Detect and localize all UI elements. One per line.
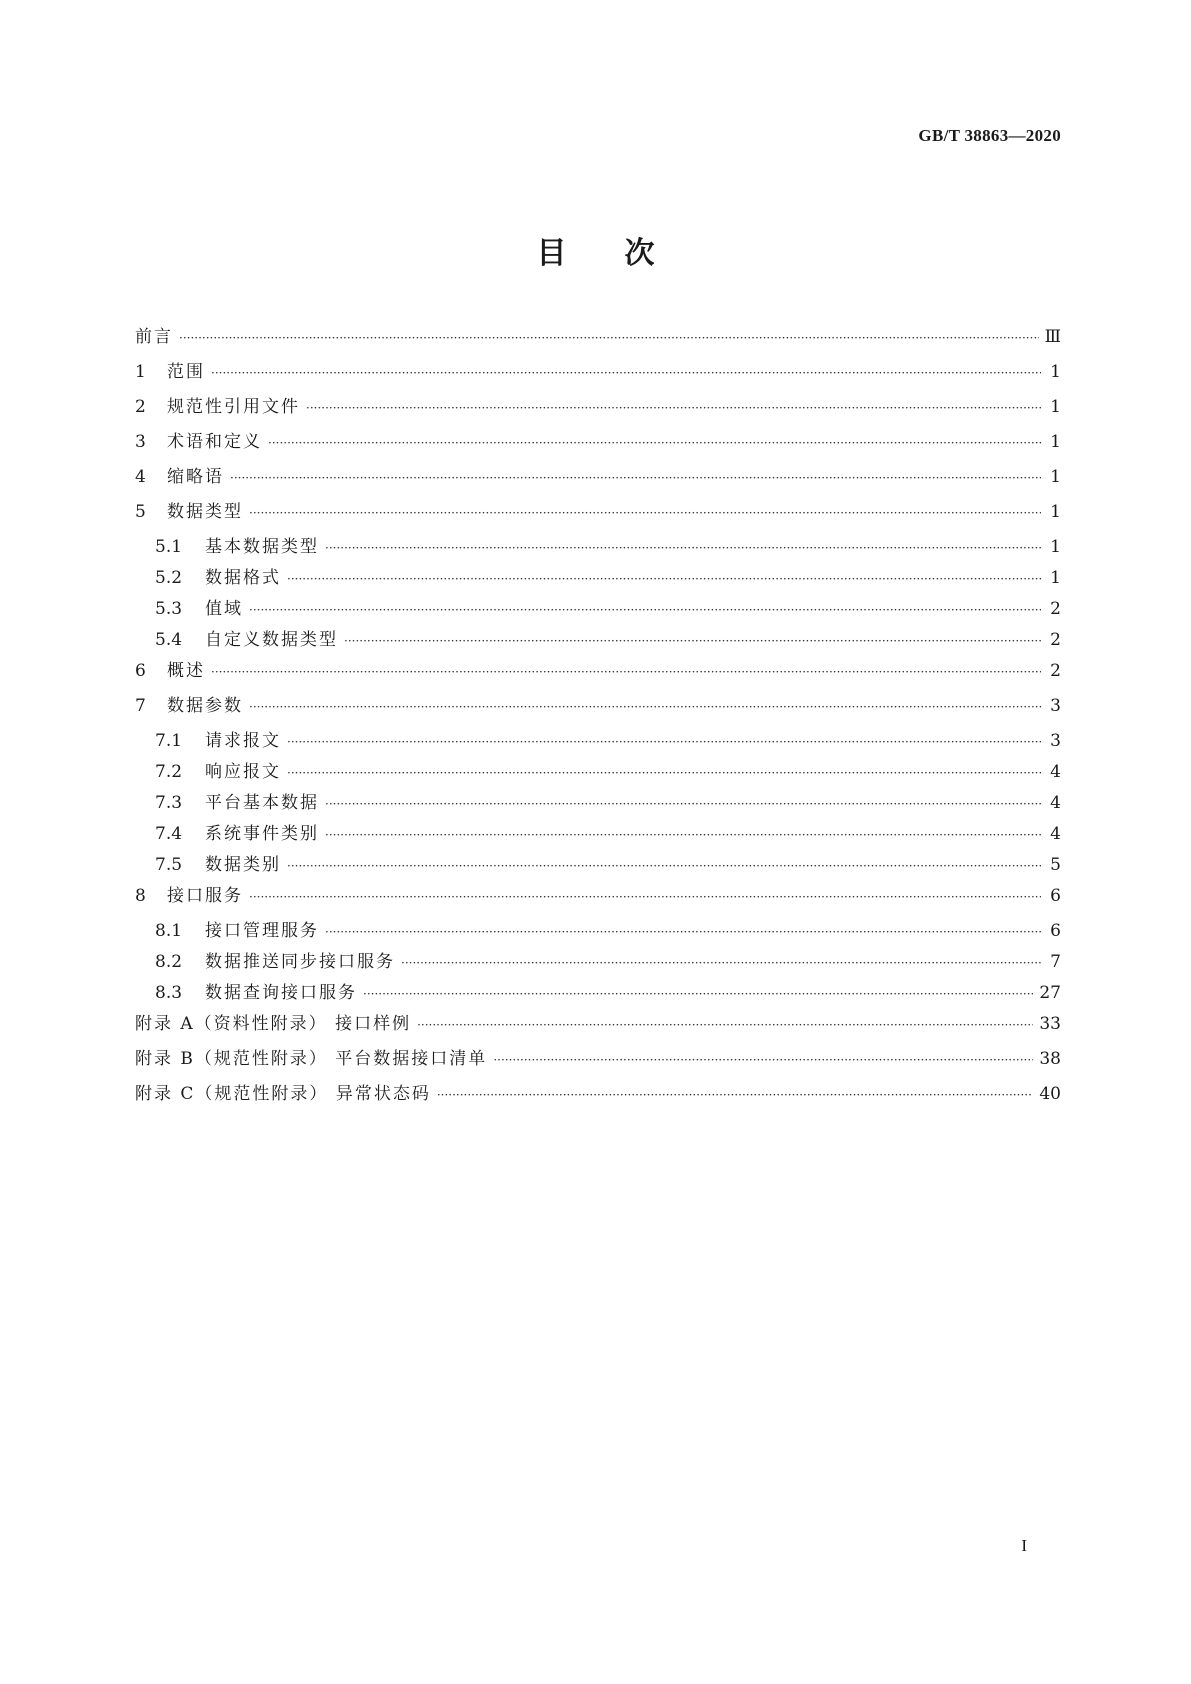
toc-label: 附录 B（规范性附录） 平台数据接口清单 [135,1049,488,1069]
title-char-2: 次 [624,236,655,271]
toc-leader [268,436,1041,450]
toc-page: 4 [1050,793,1061,813]
toc-number: 2 [135,397,146,417]
toc-leader [363,987,1033,1001]
toc-entry-appendix-b[interactable] [135,1044,1061,1079]
toc-entry-8-2[interactable] [135,947,1061,978]
toc-leader [493,1053,1033,1067]
toc-number: 8.2 [155,952,183,972]
toc-entry-2[interactable] [135,392,1061,427]
toc-label: 数据类型 [167,502,243,522]
toc-number: 5 [135,502,146,522]
toc-label: 附录 C（规范性附录） 异常状态码 [135,1084,431,1104]
toc-entry-7-3[interactable] [135,788,1061,819]
toc-label: 自定义数据类型 [205,630,338,650]
toc-entry-5-3[interactable] [135,594,1061,625]
toc-label: 系统事件类别 [205,824,319,844]
toc-number: 6 [135,661,146,681]
title-char-1: 目 [536,236,567,271]
toc-leader [437,1088,1034,1102]
toc-number: 5.4 [155,630,183,650]
toc-page: 4 [1050,824,1061,844]
toc-page: 2 [1050,630,1061,650]
toc-leader [211,665,1041,679]
toc-label: 平台基本数据 [205,793,319,813]
toc-leader [230,471,1041,485]
toc-label: 概述 [167,661,205,681]
toc-leader [179,331,1039,345]
toc-entry-4[interactable] [135,462,1061,497]
toc-number: 7.5 [155,855,183,875]
toc-number: 4 [135,467,146,487]
toc-label: 请求报文 [205,731,281,751]
toc-page: 1 [1050,502,1061,522]
toc-label: 数据类别 [205,855,281,875]
toc-leader [287,735,1041,749]
toc-number: 8.3 [155,983,183,1003]
page-number: I [1021,1536,1027,1555]
toc-leader [249,700,1041,714]
toc-label: 范围 [167,362,205,382]
toc-leader [249,890,1041,904]
toc-entry-7-4[interactable] [135,819,1061,850]
toc-label: 基本数据类型 [205,537,319,557]
toc-number: 1 [135,362,146,382]
toc-label: 值域 [205,599,243,619]
toc-label: 规范性引用文件 [167,397,300,417]
toc-label: 前言 [135,327,173,347]
toc-entry-6[interactable] [135,656,1061,691]
toc-number: 7.4 [155,824,183,844]
toc-entry-7-5[interactable] [135,850,1061,881]
toc-entry-5-2[interactable] [135,563,1061,594]
toc-label: 数据格式 [205,568,281,588]
toc-entry-foreword[interactable] [135,322,1061,357]
toc-leader [325,541,1041,555]
toc-number: 3 [135,432,146,452]
toc-label: 响应报文 [205,762,281,782]
toc-page: 1 [1050,537,1061,557]
toc-entry-8[interactable] [135,881,1061,916]
toc-page: 7 [1050,952,1061,972]
toc-entry-7-2[interactable] [135,757,1061,788]
toc-leader [249,603,1041,617]
toc-entry-5-1[interactable] [135,532,1061,563]
toc-page: 3 [1050,731,1061,751]
toc-label: 接口管理服务 [205,921,319,941]
toc-page: 1 [1050,568,1061,588]
page-title [0,228,1191,272]
toc-leader [344,634,1041,648]
toc-leader [325,797,1041,811]
toc-entry-8-3[interactable] [135,978,1061,1009]
toc-number: 8 [135,886,146,906]
toc-leader [401,956,1041,970]
toc-label: 数据参数 [167,696,243,716]
toc-entry-1[interactable] [135,357,1061,392]
toc-page: 2 [1050,599,1061,619]
toc-page: 1 [1050,432,1061,452]
toc-label: 术语和定义 [167,432,262,452]
toc-leader [287,859,1041,873]
toc-label: 接口服务 [167,886,243,906]
toc-leader [417,1018,1033,1032]
toc-page: 33 [1039,1014,1061,1034]
toc-entry-7[interactable] [135,691,1061,726]
toc-label: 附录 A（资料性附录） 接口样例 [135,1014,412,1034]
toc-leader [249,506,1041,520]
toc-leader [211,366,1041,380]
toc-entry-8-1[interactable] [135,916,1061,947]
toc-page: 5 [1050,855,1061,875]
toc-number: 5.3 [155,599,183,619]
toc-number: 5.1 [155,537,183,557]
toc-entry-5-4[interactable] [135,625,1061,656]
toc-page: 4 [1050,762,1061,782]
toc-number: 7.1 [155,731,183,751]
toc-label: 数据推送同步接口服务 [205,952,395,972]
toc-page: 2 [1050,661,1061,681]
toc-page: 3 [1050,696,1061,716]
toc-entry-5[interactable] [135,497,1061,532]
toc-page: 38 [1039,1049,1061,1069]
toc-page: Ⅲ [1044,327,1061,347]
standard-code: GB/T 38863—2020 [918,126,1061,145]
toc-entry-7-1[interactable] [135,726,1061,757]
toc-leader [306,401,1041,415]
toc-label: 数据查询接口服务 [205,983,357,1003]
toc-entry-appendix-c[interactable] [135,1079,1061,1114]
toc-number: 5.2 [155,568,183,588]
toc-entry-3[interactable] [135,427,1061,462]
toc-label: 缩略语 [167,467,224,487]
table-of-contents [135,322,1061,1114]
toc-page: 1 [1050,467,1061,487]
toc-number: 7.2 [155,762,183,782]
toc-page: 1 [1050,362,1061,382]
toc-leader [287,572,1041,586]
toc-page: 6 [1050,921,1061,941]
toc-leader [325,828,1041,842]
toc-entry-appendix-a[interactable] [135,1009,1061,1044]
toc-number: 7 [135,696,146,716]
toc-leader [325,925,1041,939]
toc-page: 6 [1050,886,1061,906]
toc-page: 27 [1039,983,1061,1003]
toc-leader [287,766,1041,780]
toc-number: 8.1 [155,921,183,941]
toc-number: 7.3 [155,793,183,813]
toc-page: 40 [1039,1084,1061,1104]
toc-page: 1 [1050,397,1061,417]
